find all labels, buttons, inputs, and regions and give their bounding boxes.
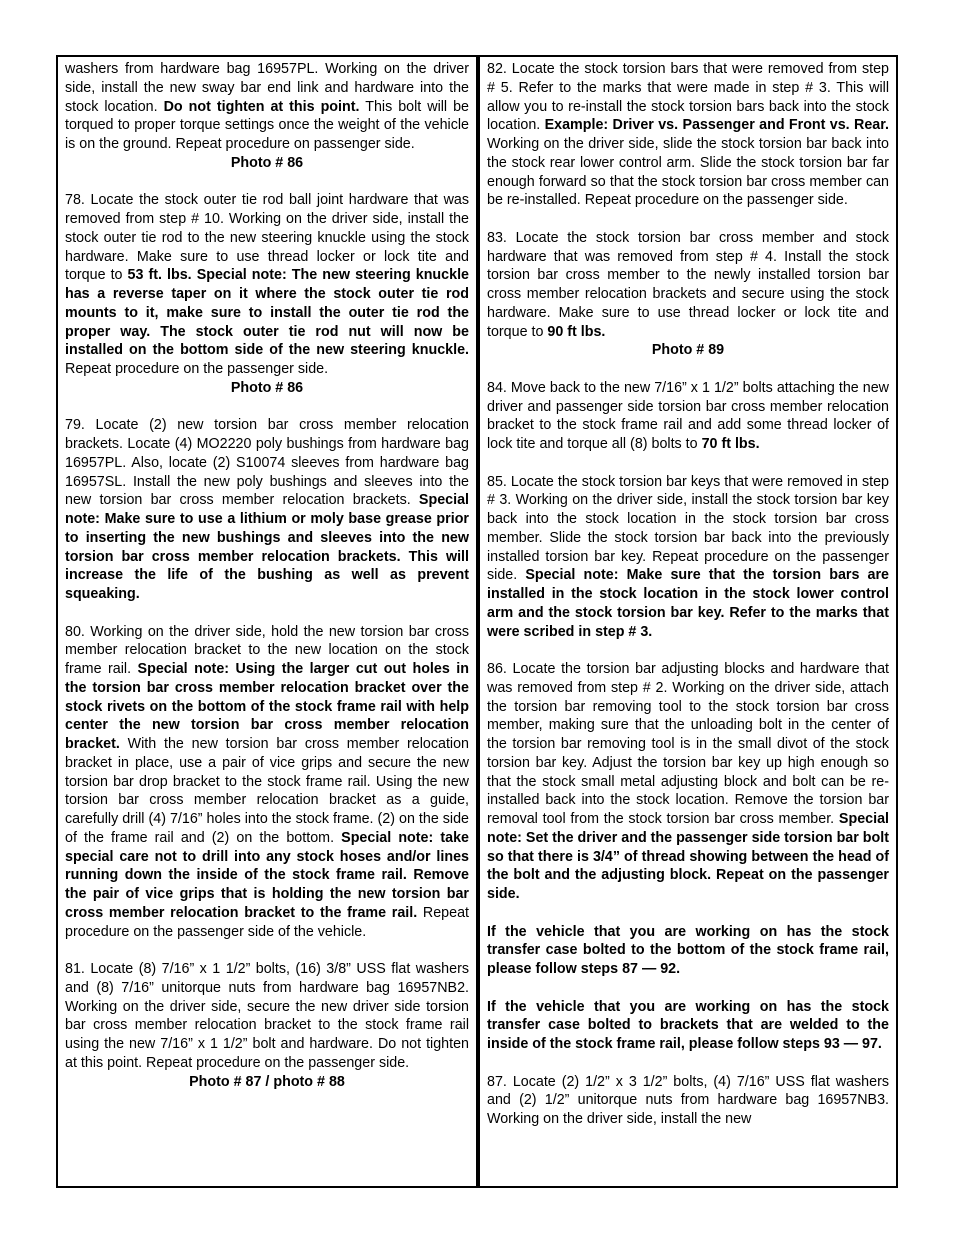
paragraph-83: 83. Locate the stock torsion bar cross member and stock hardware that was removed from step # 4. Install the stock torsion bar cross member to the newly installed torsion bar cross member relocation brackets and secure using the stock hardware. Make sure to use thread locker or lock tite and torque to 90 ft lbs. Photo # 89 — [487, 229, 889, 359]
paragraph-78: 78. Locate the stock outer tie rod ball joint hardware that was removed from step # 10. Working on the driver side, install the stock outer tie rod to the new steering knuckle using the stock hardware. Make sure to use thread locker or lock tite and torque to 53 ft. lbs. Special note: The new steering knuckle has a reverse taper on it where the stock outer tie rod mounts to it, make sure to install the outer tie rod the proper way. The stock outer tie rod nut will now be installed on the bottom side of the new steering knuckle. Repeat procedure on the passenger side. Photo # 86 — [65, 192, 469, 396]
paragraph-79: 79. Locate (2) new torsion bar cross member relocation brackets. Locate (4) MO2220 poly bushings from hardware bag 16957PL. Also, locate (2) S10074 sleeves from hardware bag 16957SL. Install the new poly bushings and sleeves into the new torsion bar cross member relocation brackets. Special note: Make sure to use a lithium or moly base grease prior to inserting the new bushings and sleeves into the new torsion bar cross member relocation brackets. This will increase the life of the bushing as well as prevent squeaking. — [65, 417, 469, 602]
paragraph-87: 87. Locate (2) 1/2” x 3 1/2” bolts, (4) 7/16” USS flat washers and (2) 1/2” unitorque nuts from hardware bag 16957NB3. Working on the driver side, install the new — [487, 1073, 889, 1127]
note-transfer-case-bottom: If the vehicle that you are working on has the stock transfer case bolted to the bottom of the stock frame rail, please follow steps 87 — 92. — [487, 923, 889, 977]
left-column — [58, 57, 478, 1186]
paragraph-77-continued: washers from hardware bag 16957PL. Working on the driver side, install the new sway bar end link and hardware into the stock location. Do not tighten at this point. This bolt will be torqued to proper torque settings once the weight of the vehicle is on the ground. Repeat procedure on passenger side. Photo # 86 — [65, 61, 469, 171]
paragraph-86: 86. Locate the torsion bar adjusting blocks and hardware that was removed from step # 2. Working on the driver side, attach the torsion bar removing tool to the stock torsion bar cross member, making sure that the unloading bolt in the center of the torsion bar removing tool is in the small divot of the stock torsion bar key. Adjust the torsion bar key up high enough so that the stock small metal adjusting block and bolt can be re-installed back into the stock location. Remove the torsion bar removal tool from the stock torsion bar cross member. Special note: Set the driver and the passenger side torsion bar bolt so that there is 3/4” of thread showing between the head of the bolt and the adjusting block. Repeat on the passenger side. — [487, 661, 889, 902]
paragraph-82: 82. Locate the stock torsion bars that were removed from step # 5. Refer to the marks that were made in step # 3. This will allow you to re-install the stock torsion bars back into the stock location. Example: Driver vs. Passenger and Front vs. Rear. Working on the driver side, slide the stock torsion bar back into the stock rear lower control arm. Slide the stock torsion bar far enough forward so that the stock torsion bar cross member can be re-installed. Repeat procedure on the passenger side. — [487, 61, 889, 209]
paragraph-85: 85. Locate the stock torsion bar keys that were removed in step # 3. Working on the driver side, install the stock torsion bar key back into the stock location in the stock torsion bar cross member. Slide the stock torsion bar back into the previously installed torsion bar key. Repeat procedure on the passenger side. Special note: Make sure that the torsion bars are installed in the stock location in the stock lower control arm and the stock torsion bar key. Refer to the marks that were scribed in step # 3. — [487, 473, 890, 640]
photo-caption: Photo # 86 — [230, 154, 304, 171]
paragraph-81: 81. Locate (8) 7/16” x 1 1/2” bolts, (16) 3/8” USS flat washers and (8) 7/16” unitorque nuts from hardware bag 16957NB2. Working on the driver side, secure the new driver side torsion bar cross member relocation bracket to the stock frame rail using the new 7/16” x 1 1/2” bolt and hardware. Do not tighten at this point. Repeat procedure on the passenger side. Photo # 87 / photo # 88 — [65, 961, 469, 1090]
photo-caption: Photo # 86 — [230, 379, 304, 396]
page-frame — [56, 55, 898, 1188]
photo-caption: Photo # 89 — [651, 342, 725, 359]
note-transfer-case-brackets: If the vehicle that you are working on has the stock transfer case bolted to brackets that are welded to the inside of the stock frame rail, please follow steps 93 — 97. — [487, 998, 889, 1052]
photo-caption: Photo # 87 / photo # 88 — [189, 1073, 345, 1090]
paragraph-80: 80. Working on the driver side, hold the new torsion bar cross member relocation bracket to the new location on the stock frame rail. Special note: Using the larger cut out holes in the torsion bar cross member relocation bracket over the stock rivets on the bottom of the stock frame rail with help center the new torsion bar cross member relocation bracket. With the new torsion bar cross member relocation bracket in place, use a pair of vice grips and secure the new torsion bar drop bracket to the stock frame rail. Using the new torsion bar cross member relocation bracket as a guide, carefully drill (4) 7/16” holes into the stock frame. (2) on the side of the frame rail and (2) on the bottom. Special note: take special care not to drill into any stock hoses and/or lines running down the inside of the stock frame rail. Remove the pair of vice grips that is holding the new torsion bar cross member relocation bracket to the frame rail. Repeat procedure on the passenger side of the vehicle. — [65, 623, 470, 940]
paragraph-84: 84. Move back to the new 7/16” x 1 1/2” bolts attaching the new driver and passenger side torsion bar cross member relocation bracket to the stock frame rail and add some thread locker of lock tite and torque all (8) bolts to 70 ft lbs. — [487, 379, 889, 452]
right-column — [478, 57, 896, 1186]
